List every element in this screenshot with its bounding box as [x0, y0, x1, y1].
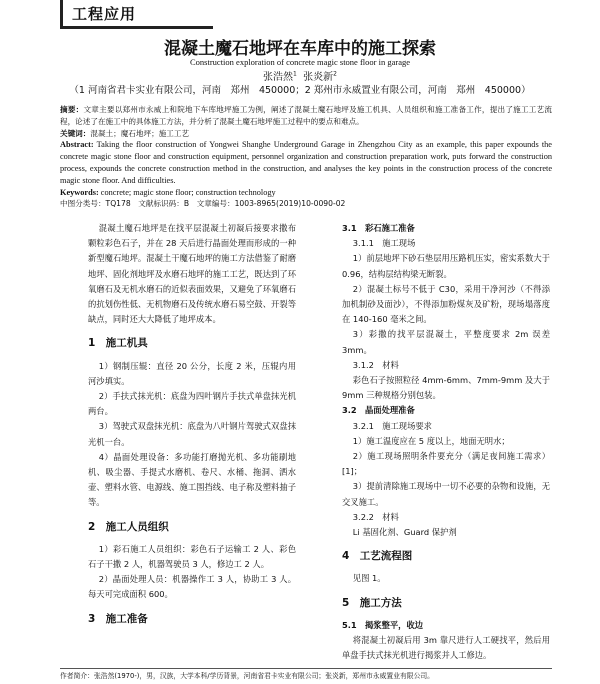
- paragraph: 彩色石子按照粒径 4mm-6mm、7mm-9mm 及大于 9mm 三种规格分别包装。: [342, 375, 550, 401]
- paragraph: 2）晶面处理人员：机器操作工 3 人，协助工 3 人。每天可完成面积 600。: [88, 574, 296, 600]
- author-footnote: 作者简介：张浩然(1970-)，男，汉族，大学本科/学历背景，河南省君卡实业有限公司；张炎新，郑州市永威置业有限公司。: [60, 672, 434, 680]
- keywords-en-text: concrete; magic stone floor; construction technology: [100, 187, 276, 197]
- keywords-cn: [60, 128, 552, 140]
- paragraph: 1）施工温度应在 5 度以上，地面无明水；: [352, 435, 510, 446]
- subsubsection-heading: 3.1.1 施工现场: [352, 238, 416, 249]
- abstract-en-label: Abstract:: [60, 140, 94, 150]
- paper-title: 混凝土魔石地坪在车库中的施工探索: [164, 39, 436, 59]
- abstract-en: [60, 139, 552, 186]
- subsection-heading: 3.2 晶面处理准备: [342, 405, 415, 416]
- classification: 中图分类号：TQ178 文献标识码：B 文章编号：1003-8965(2019)10-0090-02: [60, 199, 346, 209]
- section-1-heading: 1 施工机具: [88, 337, 148, 350]
- abstract-label: 摘要：: [60, 105, 84, 114]
- paragraph: 2）混凝土标号不低于 C30，采用干净河沙（不得添加机制砂及面沙），不得添加粉煤灰及矿粉，现场塌落度在 140-160 毫米之间。: [342, 283, 550, 325]
- section-5-heading: 5 施工方法: [342, 596, 402, 609]
- english-title: Construction exploration of concrete magic stone floor in garage: [190, 57, 410, 67]
- subsection-heading: 3.1 彩石施工准备: [342, 223, 415, 233]
- section-4-heading: 4 工艺流程图: [342, 550, 413, 563]
- abstract-en-text: Taking the floor construction of Yongwei Shanghe Underground Garage in Zhengzhou City as an example, this paper expounds the concrete magic stone floor and construction equipment, personnel organization and construction preparation work, puts forward the construction process, expounds the concrete construction method in the construction, and analyses the key points in the construction process of the concrete magic stone floor. And difficulties.: [60, 140, 552, 185]
- keywords-label: 关键词：: [60, 128, 91, 138]
- paragraph: 3）彩撒的找平层混凝土，平整度要求 2m 误差 3mm。: [342, 329, 550, 355]
- section-label: 工程应用: [72, 5, 137, 23]
- paragraph: 1）钢制压辊：直径 20 公分，长度 2 米，压辊内用河沙填实。: [88, 360, 296, 386]
- authors: [0, 68, 600, 83]
- author-name: 张炎新: [303, 72, 334, 83]
- paragraph: 2）施工现场照明条件要充分（满足夜间施工需求）[1]；: [342, 451, 550, 477]
- subsection-heading: 5.1 揭浆整平，收边: [342, 619, 424, 630]
- author-mark: 2: [333, 70, 337, 78]
- paragraph: 3）提前清除施工现场中一切不必要的杂物和设施，无交叉施工。: [342, 481, 550, 507]
- right-column: [342, 221, 550, 663]
- paragraph: 见图 1。: [352, 573, 386, 584]
- author-mark: 1: [292, 70, 297, 78]
- paragraph: 4）晶面处理设备：多功能打磨抛光机、多功能刷地机、吸尘器、手提式水磨机、卷尺、水桶、拖洞、洒水壶、塑料水管、电源线、施工围挡线、电子称及塑料抽子等。: [88, 451, 296, 508]
- left-column: [88, 221, 296, 634]
- abstract-block: [60, 104, 552, 210]
- abstract-text: 文章主要以郑州市永威上和院地下车库地坪施工为例，阐述了混凝土魔石地坪及施工机具、人员组织和施工准备工作，提出了施工工艺流程，论述了在施工中的具体施工方法，并分析了混凝土魔石地坪施工过程中的要点和难点。: [60, 105, 553, 126]
- footer-divider: [60, 668, 552, 669]
- section-2-heading: 2 施工人员组织: [88, 520, 169, 533]
- paragraph: 1）前层地坪下砂石垫层用压路机压实，密实系数大于 0.96，结构层结构梁无断裂。: [342, 253, 550, 279]
- paragraph: Li 基固化剂、Guard 保护剂: [352, 527, 457, 538]
- keywords-text: 混凝土；魔石地坪；施工工艺: [90, 128, 190, 138]
- keywords-en-label: Keywords:: [60, 187, 99, 197]
- paragraph: 1）彩石施工人员组织：彩色石子运输工 2 人、彩色石子干撒 2 人，机器驾驶员 3 人，修边工 2 人。: [88, 543, 296, 570]
- subsubsection-heading: 3.2.2 材料: [352, 511, 399, 522]
- abstract-cn: [60, 104, 552, 128]
- subsubsection-heading: 3.2.1 施工现场要求: [352, 420, 432, 431]
- author-name: 张浩然: [262, 72, 293, 83]
- subsubsection-heading: 3.1.2 材料: [352, 359, 399, 370]
- paragraph: 将混凝土初凝后用 3m 靠尺进行人工硬找平，然后用单盘手扶式抹光机进行揭浆并人工修边。: [342, 635, 550, 661]
- paragraph: 2）手扶式抹光机：底盘为四叶钢片手扶式单盘抹光机两台。: [88, 391, 296, 417]
- paragraph: 3）驾驶式双盘抹光机：底盘为八叶钢片驾驶式双盘抹光机一台。: [88, 421, 296, 447]
- affiliation: （1 河南省君卡实业有限公司，河南 郑州 450000；2 郑州市永威置业有限公司，河南 郑州 450000）: [69, 85, 531, 96]
- section-3-heading: 3 施工准备: [88, 612, 148, 625]
- keywords-en: [60, 187, 552, 199]
- intro-paragraph: 混凝土魔石地坪是在找平层混凝土初凝后接要求撒布颗粒彩色石子，并在 28 天后进行晶面处理而形成的一种新型魔石地坪。混凝土干魔石地坪的施工方法借鉴了耐磨地坪、固化剂地坪及水磨石地坪的施工工艺，既达到了环氧磨石及无机水磨石的近似表面效果，又避免了环氧磨石的抗划伤性低、无机物磨石及传统水磨石易空鼓、开裂等缺点，同时还大大降低了地坪成本。: [88, 223, 296, 325]
